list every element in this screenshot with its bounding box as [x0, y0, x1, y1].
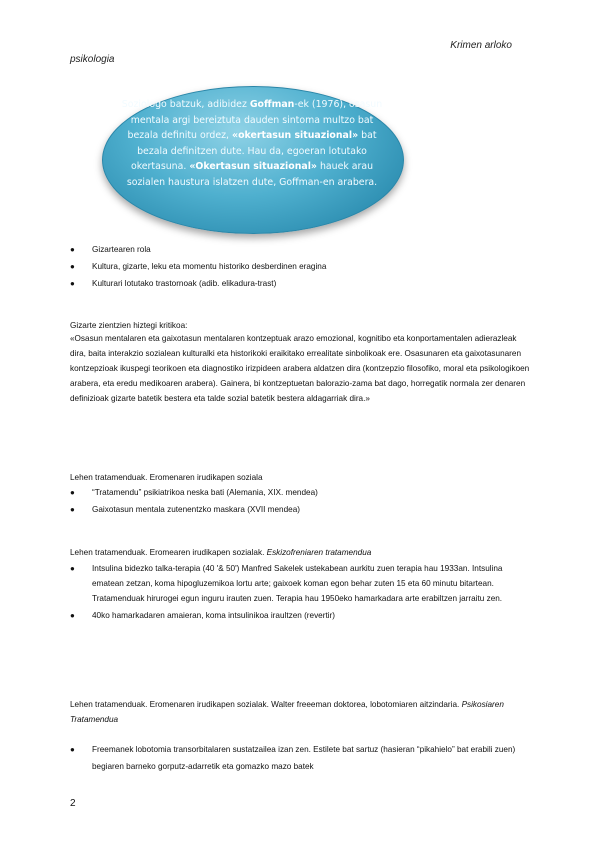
bullet-icon: ●: [70, 279, 75, 288]
section-heading-1: Lehen tratamenduak. Eromenaren irudikapen soziala: [70, 473, 263, 482]
page-number: 2: [70, 798, 76, 809]
paragraph-title: Gizarte zientzien hiztegi kritikoa:: [70, 321, 188, 330]
paragraph-body: «Osasun mentalaren eta gaixotasun mentalaren kontzeptuak arazo emozional, kognitibo eta konportamentalen adierazleak dira, baita interakzio sozialean kulturalki eta historikoki eraikitako errealitate sinbolikoak ere. Osasunaren eta gaixotasunaren kontzepzioak ikuspegi teorikoen eta diagnostiko irizpideen arabera aldatzen dira (kontzepzio filosofiko, moral eta psikologikoen arabera, eta eredu medikoaren arabera). Gainera, bi kontzeptuetan balorazio-zama bat dago, horregatik normala zer denaren definizioak gizarte batetik bestera eta talde sozial batetik bestera aldagarriak dira.»: [70, 334, 530, 403]
list-item: ● 40ko hamarkadaren amaieran, koma intsulinikoa iraultzen (revertir): [70, 608, 532, 623]
bullet-icon: ●: [70, 564, 75, 573]
list-item: ● Freemanek lobotomia transorbitalaren sustatzailea izan zen. Estilete bat sartuz (hasieran “pikahielo” bat erabili zuen) begiaren barneko gorputz-adarretik eta gomazko mazo batek: [70, 741, 532, 775]
bullet-icon: ●: [70, 488, 75, 497]
bullet-icon: ●: [70, 611, 75, 620]
running-header-left: psikologia: [70, 54, 115, 65]
list-item: ● Gaixotasun mentala zutenentzko maskara (XVII mendea): [70, 505, 300, 514]
list-item: ● Kultura, gizarte, leku eta momentu historiko desberdinen eragina: [70, 262, 327, 271]
section-heading-3: Lehen tratamenduak. Eromenaren irudikapen sozialak. Walter freeeman doktorea, lobotomiaren aitzindaria. Psikosiaren Tratamendua: [70, 700, 504, 724]
list-item: ● Gizartearen rola: [70, 245, 151, 254]
section-heading-2: Lehen tratamenduak. Eromearen irudikapen sozialak. Eskizofreniaren tratamendua: [70, 548, 372, 557]
list-item: ● Intsulina bidezko talka-terapia (40 '& 50') Manfred Sakelek ustekabean aurkitu zuen terapia hau 1933an. Intsulina ematean zetzan, koma hipogluzemikoa lortu arte; gaixoek koman egon behar zuten 15 eta 60 minutu bitartean. Tratamenduak hirurogei egun inguru irauten zuen. Terapia hau 1950eko hamarkadara arte erabiltzen jarraitu zen.: [70, 561, 532, 606]
bullet-list-4: [70, 741, 532, 775]
bullet-list-3: [70, 561, 532, 625]
bullet-icon: ●: [70, 505, 75, 514]
bullet-icon: ●: [70, 245, 75, 254]
bullet-icon: ●: [70, 262, 75, 271]
callout-text: Soziologo batzuk, adibidez Goffman-ek (1976), osasun mentala argi bereiztuta dauden sintoma multzo bat bezala definitu ordez, «okertasun situazional» bat bezala definitzen dute. Hau da, egoeran lotutako okertasuna. «Okertasun situazional» hauek arau sozialen haustura islatzen dute, Goffman-en arabera.: [121, 99, 383, 188]
bullet-list-2: [70, 487, 318, 521]
list-item: ● “Tratamendu” psikiatrikoa neska bati (Alemania, XIX. mendea): [70, 488, 318, 497]
running-header-right: Krimen arloko: [450, 40, 512, 51]
list-item: ● Kulturari lotutako trastornoak (adib. elikadura-trast): [70, 279, 277, 288]
bullet-icon: ●: [70, 745, 75, 754]
bullet-list-1: [70, 244, 326, 295]
